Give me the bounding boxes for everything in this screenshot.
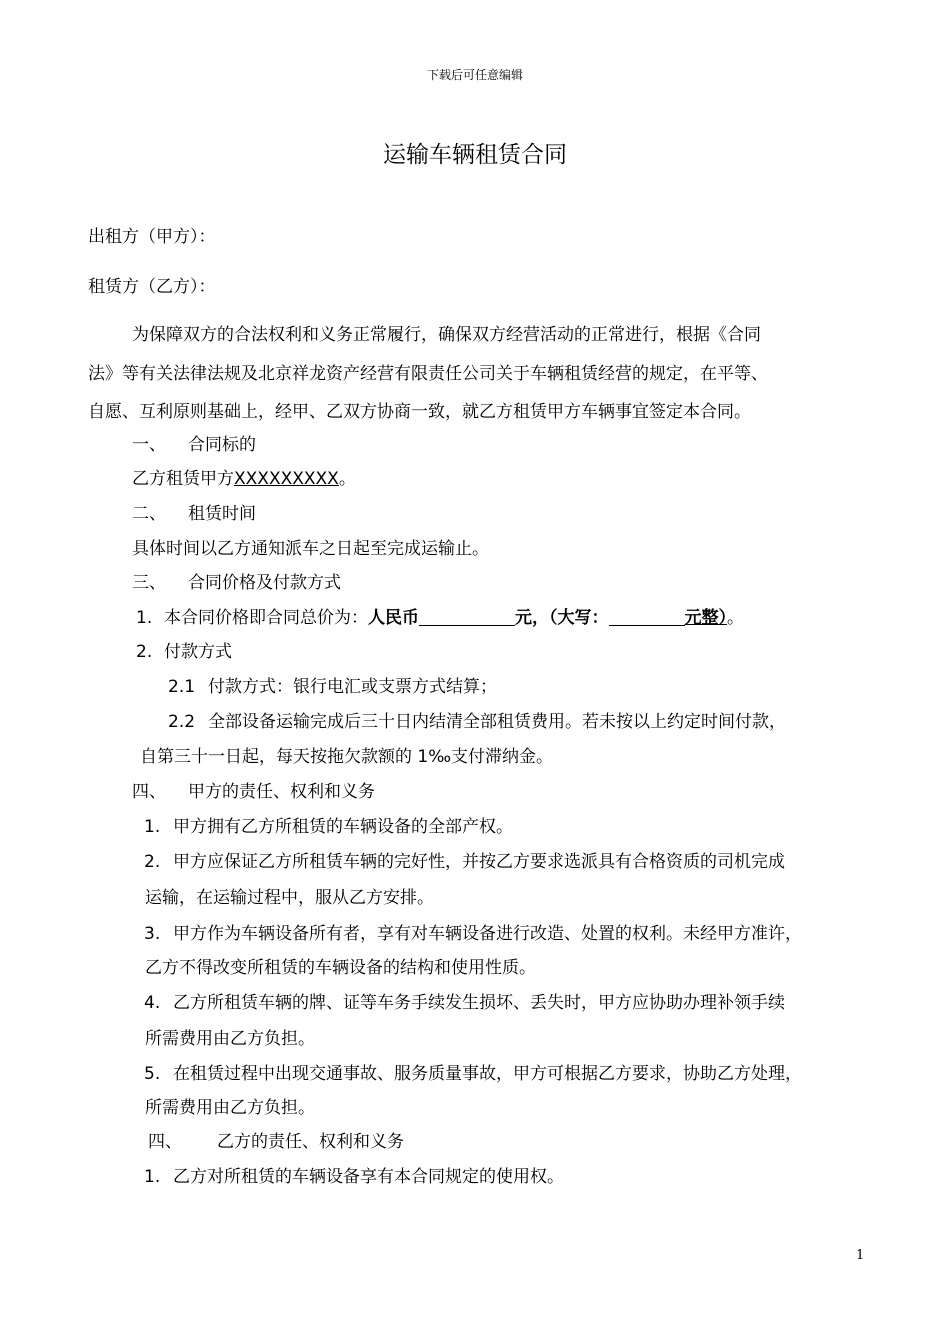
section-1-text [132, 467, 356, 491]
header-note: 下载后可任意编辑 [426, 68, 523, 82]
page-number: 1 [856, 1248, 865, 1263]
section-1-text-suffix: 。 [338, 469, 356, 489]
section-3-sub-2: 全部设备运输完成后三十日内结清全部租赁费用。若未按以上约定时间付款， [208, 712, 786, 732]
price-unit-label: 元，（大写： [515, 608, 609, 628]
price-words-blank [609, 607, 685, 626]
lessor-label: 出租方（甲方）： [88, 227, 216, 247]
price-amount-blank [419, 607, 515, 626]
section-3-item-2: 付款方式 [164, 642, 232, 662]
section-3-sub-2-continued: 自第三十一日起，每天按拖欠款额的 1‰支付滞纳金。 [140, 747, 554, 767]
section-4-item-2-number: 2. [144, 852, 161, 872]
section-1-subject-placeholder: XXXXXXXXX [234, 469, 339, 489]
section-2-number: 二、 [132, 504, 166, 524]
section-1-text-prefix: 乙方租赁甲方 [132, 469, 234, 489]
document-title: 运输车辆租赁合同 [383, 142, 567, 168]
section-4-item-2-line-1: 甲方应保证乙方所租赁车辆的完好性，并按乙方要求选派具有合格资质的司机完成 [173, 852, 785, 872]
contract-price-label: 本合同价格即合同总价为： [164, 608, 368, 628]
section-3-heading: 合同价格及付款方式 [188, 573, 341, 593]
section-3-sub-1-number: 2.1 [168, 677, 196, 697]
section-4-item-3-number: 3. [144, 924, 161, 944]
preamble-line-2: 法》等有关法律法规及北京祥龙资产经营有限责任公司关于车辆租赁经营的规定，在平等、 [88, 364, 768, 384]
section-3-sub-1: 付款方式：银行电汇或支票方式结算； [208, 677, 497, 697]
section-5-item-1-number: 1. [144, 1167, 161, 1187]
lessee-label: 租赁方（乙方）： [88, 277, 216, 297]
section-4-number: 四、 [132, 782, 166, 802]
section-3-item-1-end: 。 [727, 608, 744, 628]
section-3-item-1-number: 1. [136, 608, 153, 628]
section-4-item-5-number: 5. [144, 1064, 161, 1084]
section-4-item-3-line-2: 乙方不得改变所租赁的车辆设备的结构和使用性质。 [145, 958, 536, 978]
section-4-item-5-line-2: 所需费用由乙方负担。 [145, 1098, 315, 1118]
section-4-item-4-line-2: 所需费用由乙方负担。 [145, 1029, 315, 1049]
currency-label: 人民币 [368, 608, 419, 628]
section-2-text: 具体时间以乙方通知派车之日起至完成运输止。 [132, 539, 489, 559]
price-words-unit: 元整） [684, 608, 727, 628]
section-2-heading: 租赁时间 [188, 504, 256, 524]
section-3-number: 三、 [132, 573, 166, 593]
section-4-item-1-line-1: 甲方拥有乙方所租赁的车辆设备的全部产权。 [173, 817, 513, 837]
section-3-item-2-number: 2. [136, 642, 153, 662]
section-1-heading: 合同标的 [188, 435, 256, 455]
section-5-item-1: 乙方对所租赁的车辆设备享有本合同规定的使用权。 [173, 1167, 564, 1187]
section-5-number: 四、 [148, 1132, 182, 1152]
section-4-heading: 甲方的责任、权利和义务 [188, 782, 375, 802]
section-4-item-5-line-1: 在租赁过程中出现交通事故、服务质量事故，甲方可根据乙方要求，协助乙方处理， [173, 1064, 802, 1084]
section-4-item-4-number: 4. [144, 993, 161, 1013]
section-4-item-4-line-1: 乙方所租赁车辆的牌、证等车务手续发生损坏、丢失时，甲方应协助办理补领手续 [173, 993, 785, 1013]
preamble-line-1: 为保障双方的合法权利和义务正常履行，确保双方经营活动的正常进行，根据《合同 [132, 325, 761, 345]
section-4-item-2-line-2: 运输，在运输过程中，服从乙方安排。 [145, 888, 434, 908]
section-4-item-3-line-1: 甲方作为车辆设备所有者，享有对车辆设备进行改造、处置的权利。未经甲方准许， [173, 924, 802, 944]
section-4-item-1-number: 1. [144, 817, 161, 837]
section-5-heading: 乙方的责任、权利和义务 [217, 1132, 404, 1152]
preamble-line-3: 自愿、互利原则基础上，经甲、乙双方协商一致，就乙方租赁甲方车辆事宜签定本合同。 [88, 402, 751, 422]
section-1-number: 一、 [132, 435, 166, 455]
section-3-item-1 [164, 606, 744, 630]
section-3-sub-2-number: 2.2 [168, 712, 196, 732]
